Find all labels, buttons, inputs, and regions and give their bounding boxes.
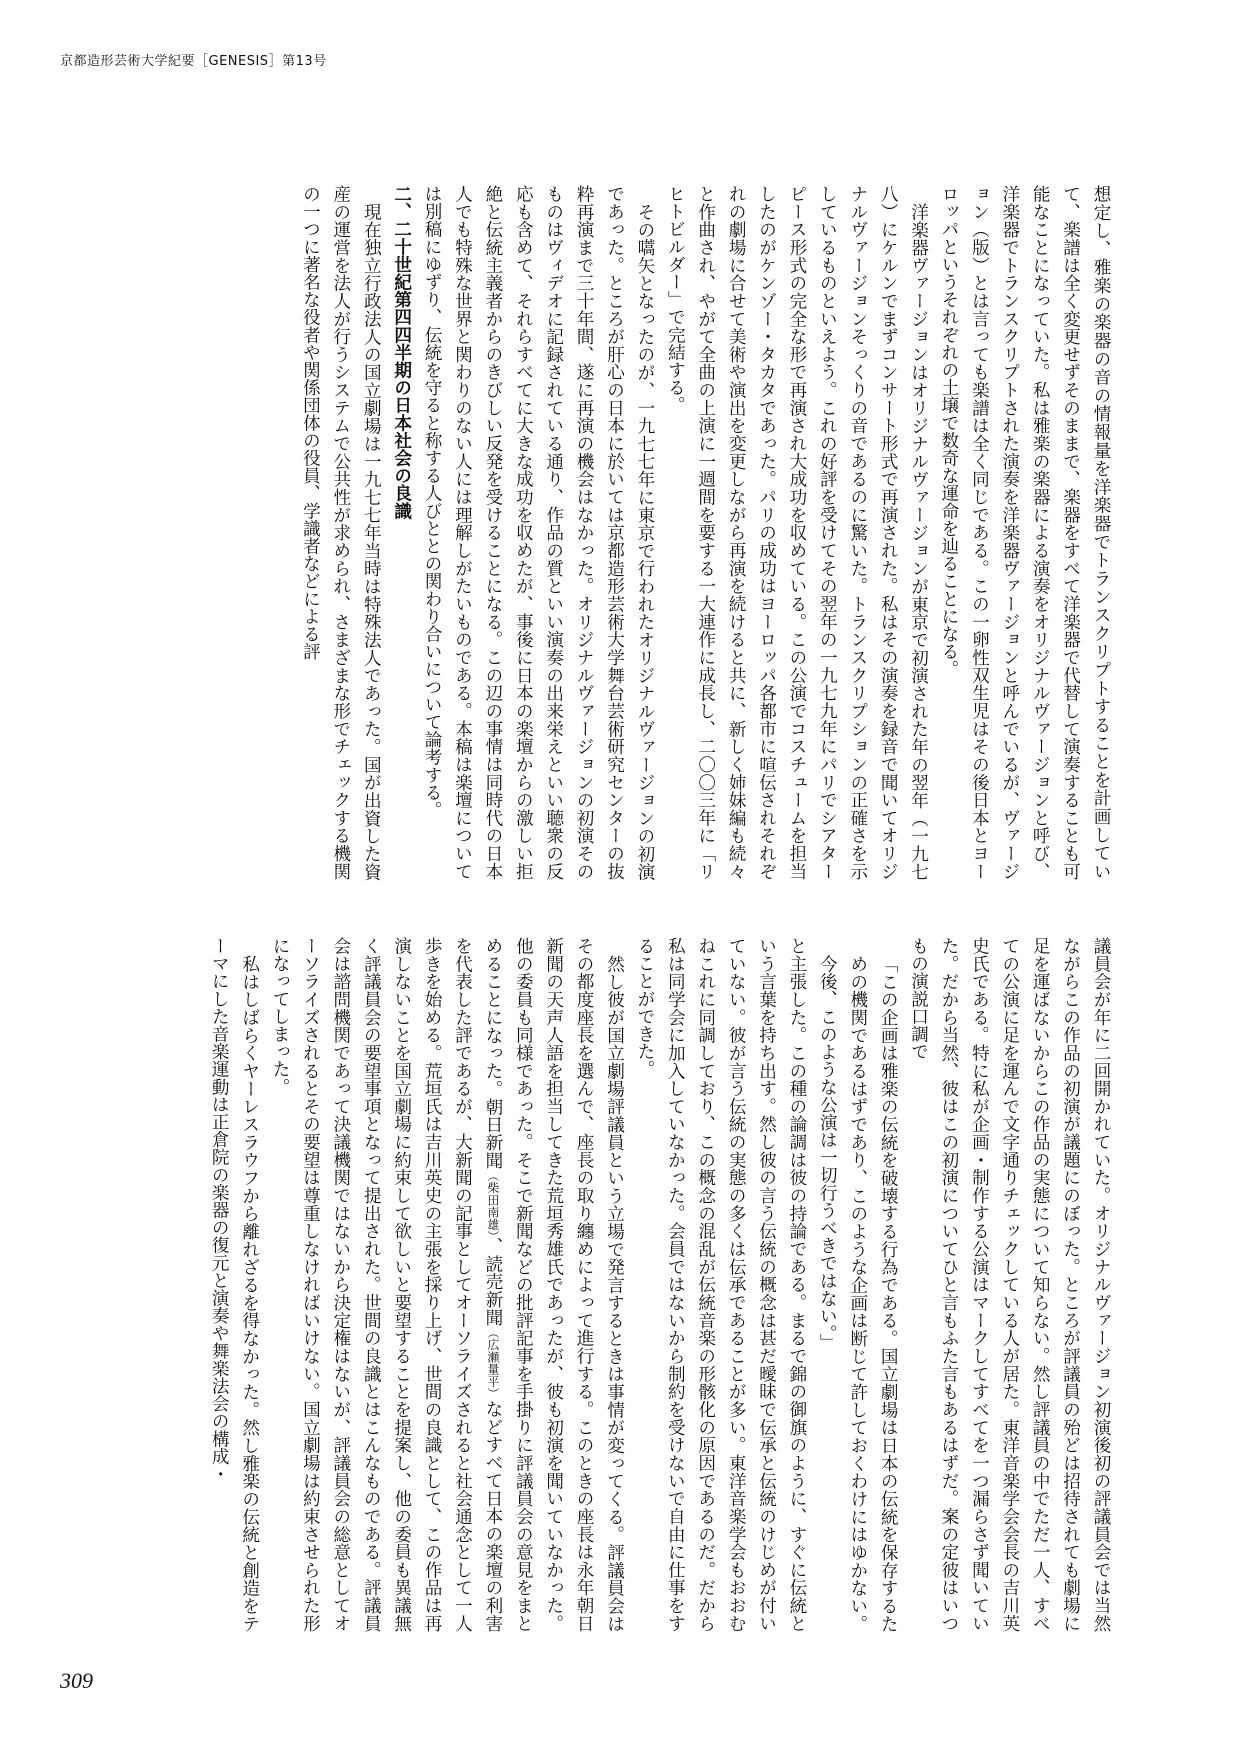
quotation: 「この企画は雅楽の伝統を破壊する行為である。国立劇場は日本の伝統を保存するための機関であるはずであり、このような企画は断じて許しておくわけにはゆかない。今後、このような公演は一切行うべきではない。」 <box>817 954 899 1632</box>
upper-text-block <box>156 185 1116 880</box>
critic-note: （広瀬量平） <box>485 1326 500 1400</box>
paragraph: と主張した。この種の論調は彼の持論である。まるで錦の御旗のように、すぐに伝統という言葉を持ち出す。然し彼の言う伝統の概念は甚だ曖昧で伝承と伝統のけじめが付いていない。彼が言う伝統の実態の多くは伝承であることが多い。東洋音楽学会もおおむねこれに同調しており、この概念の混乱が伝統音楽の形骸化の原因であるのだ。だから私は同学会に加入していなかった。会員ではないから制約を受けないで自由に仕事をすることができた。 <box>634 937 807 1632</box>
section-heading: 二、二十世紀第四四半期の日本社会の良識 <box>391 185 412 520</box>
lower-text-block <box>156 937 1116 1632</box>
text-run: などすべて日本の楽壇の利害を代表した評であるが、大新聞の記事としてオーソライズされると社会通念として一人歩きを始める。荒垣氏は吉川英史の主張を採り上げ、世間の良識として、この作品は再演しないことを国立劇場に約束して欲しいと要望することを提案し、他の委員も異議無く評議員会の要望事項となって提出された。世間の良識とはこんなものである。評議員会は諮問機関であって決議機関ではないから決定権はないが、評議員会の総意としてオーソライズされるとその要望は尊重しなければいけない。国立劇場は約束させられた形になってしまった。 <box>270 937 503 1632</box>
paragraph <box>265 937 630 1632</box>
paragraph: 私はしばらくヤーレスラウフから離れざるを得なかった。然し雅楽の伝統と創造をテーマにした音楽運動は正倉院の楽器の復元と演奏や舞楽法会の構成・ <box>209 937 260 1632</box>
page-number: 309 <box>60 1668 93 1693</box>
text-run: 然し彼が国立劇場評議員という立場で発言するときは事情が変ってくる。評議員会はその都度座長を選んで、座長の取り纏めによって進行する。このときの座長は永年朝日新聞の天声人語を担当してきた荒垣秀雄氏であったが、彼も初演を聞いていなかった。他の委員も同様であった。そこで新聞などの批評記事を手掛りに評議員会の意見をまとめることになった。朝日新聞 <box>482 937 625 1632</box>
paragraph: 想定し、雅楽の楽器の音の情報量を洋楽器でトランスクリプトすることを計画していて、楽譜は全く変更せずそのままで、楽器をすべて洋楽器で代替して演奏することも可能なことになっていた。私は雅楽の楽器による演奏をオリジナルヴァージョンと呼び、洋楽器でトランスクリプトされた演奏を洋楽器ヴァージョンと呼んでいるが、ヴァージョン（版）とは言っても楽譜は全く同じである。この一卵性双生児はその後日本とヨーロッパというそれぞれの土壌で数奇な運命を辿ることになる。 <box>938 185 1111 880</box>
paragraph: その嚆矢となったのが、一九七七年に東京で行われたオリジナルヴァージョンの初演であった。ところが肝心の日本に於いては京都造形芸術大学舞台芸術研究センターの抜粋再演まで三十年間、遂に再演の機会はなかった。オリジナルヴァージョンの初演そのものはヴィデオに記録されている通り、作品の質といい演奏の出来栄えといい聴衆の反応も含めて、それらすべてに大きな成功を収めたが、事後に日本の楽壇からの激しい拒絶と伝統主義者からのきびしい反発を受けることになる。この辺の事情は同時代の日本人でも特殊な世界と関わりのない人には理解しがたいものである。本稿は楽壇については別稿にゆずり、伝統を守ると称する人びととの関わり合いについて論考する。 <box>422 185 655 880</box>
critic-note: （柴田南雄） <box>485 1169 500 1237</box>
journal-header: 京都造形芸術大学紀要［GENESIS］第13号 <box>60 54 327 69</box>
paragraph: 洋楽器ヴァージョンはオリジナルヴァージョンが東京で初演された年の翌年（一九七八）にケルンでまずコンサート形式で再演された。私はその演奏を録音で聞いてオリジナルヴァージョンそっくりの音であるのに驚いた。トランスクリプションの正確さを示しているものといえよう。これの好評を受けてその翌年の一九七九年にパリでシアターピース形式の完全な形で再演され大成功を収めている。この公演でコスチュームを担当したのがケンゾー・タカタであった。パリの成功はヨーロッパ各都市に喧伝されそれぞれの劇場に合せて美術や演出を変更しながら再演を続けると共に、新しく姉妹編も続々と作曲され、やがて全曲の上演に一週間を要する一大連作に成長し、二〇〇三年に「リヒトビルダー」で完結する。 <box>665 185 929 880</box>
paragraph: 現在独立行政法人の国立劇場は一九七七年当時は特殊法人であった。国が出資した資産の運営を法人が行うシステムで公共性が求められ、さまざまな形でチェックする機関の一つに著名な役者や関係団体の役員、学識者などによる評 <box>300 185 382 880</box>
text-run: 、読売新聞 <box>482 1236 503 1327</box>
paragraph: 議員会が年に二回開かれていた。オリジナルヴァージョン初演後初の評議員会では当然ながらこの作品の初演が議題にのぼった。ところが評議員の殆どは招待されても劇場に足を運ばないからこの作品の実態について知らない。然し評議員の中でただ一人、すべての公演に足を運んで文字通りチェックしている人が居た。東洋音楽学会会長の吉川英史氏である。特に私が企画・制作する公演はマークしてすべてを一つ漏らさず聞いていた。だから当然、彼はこの初演についてひと言もふた言もあるはずだ。案の定彼はいつもの演説口調で <box>908 937 1111 1632</box>
